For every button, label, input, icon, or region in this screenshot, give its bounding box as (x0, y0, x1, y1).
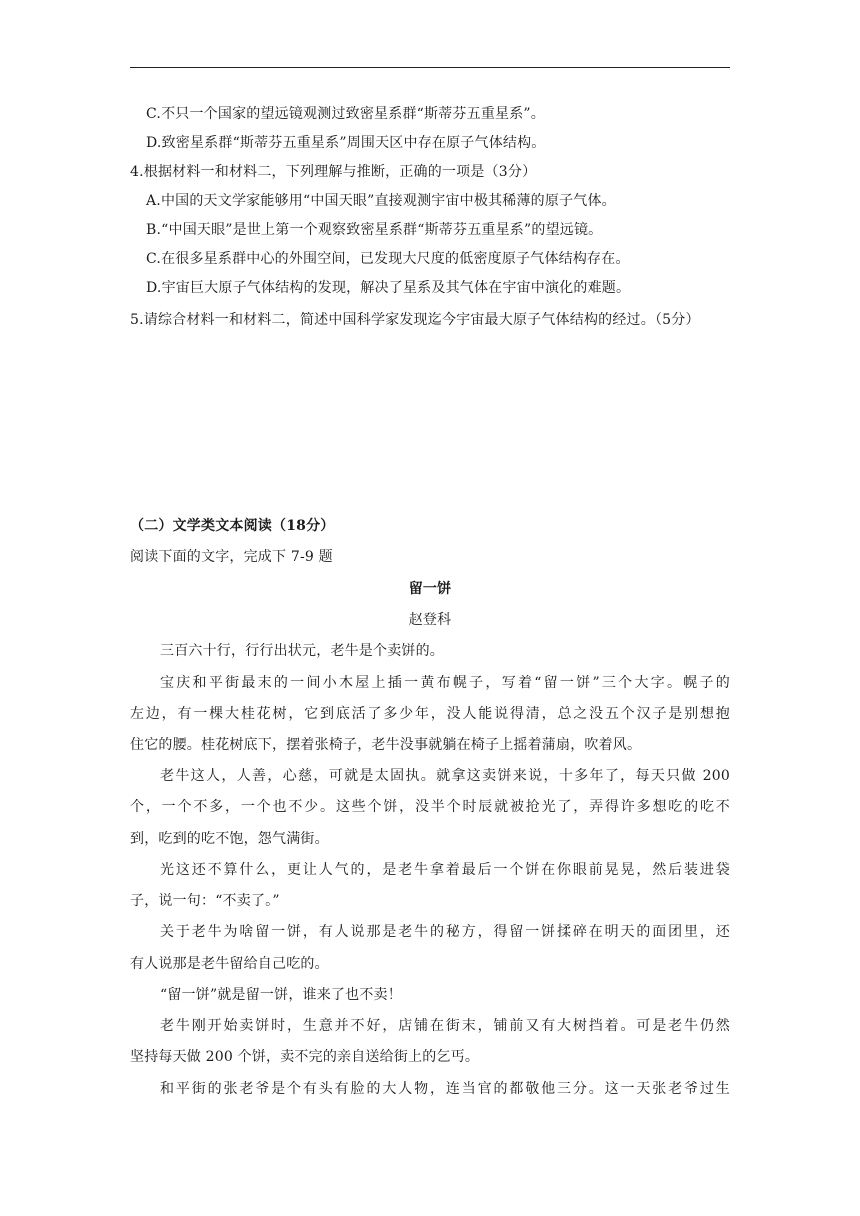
story-line: 光这还不算什么，更让人气的，是老牛拿着最后一个饼在你眼前晃晃，然后装进袋 (160, 862, 730, 878)
story-line: 有人说那是老牛留给自己吃的。 (130, 956, 329, 972)
section-heading: （二）文学类文本阅读（18分） (130, 518, 335, 534)
q4-stem: 4.根据材料一和材料二，下列理解与推断，正确的一项是（3分） (130, 164, 537, 180)
q5-stem: 5.请综合材料一和材料二，简述中国科学家发现迄今宇宙最大原子气体结构的经过。（5分） (130, 312, 700, 328)
story-line: 住它的腰。桂花树底下，摆着张椅子，老牛没事就躺在椅子上摇着蒲扇，吹着风。 (130, 737, 642, 753)
story-line: 到，吃到的吃不饱，怨气满街。 (130, 831, 329, 847)
q4-option-d: D.宇宙巨大原子气体结构的发现，解决了星系及其气体在宇宙中演化的难题。 (146, 280, 631, 296)
section-instruction: 阅读下面的文字，完成下 7-9 题 (130, 549, 333, 565)
story-line: 子，说一句：“不卖了。” (130, 893, 280, 909)
story-line: 个，一个不多，一个也不少。这些个饼，没半个时辰就被抢光了，弄得许多想吃的吃不 (130, 799, 730, 815)
story-line: “留一饼”就是留一饼，谁来了也不卖！ (160, 987, 402, 1003)
story-line: 关于老牛为啥留一饼，有人说那是老牛的秘方，得留一饼揉碎在明天的面团里，还 (160, 924, 730, 940)
q4-option-b: B.“中国天眼”是世上第一个观察致密星系群“斯蒂芬五重星系”的望远镜。 (146, 222, 603, 238)
story-line: 老牛这人，人善，心慈，可就是太固执。就拿这卖饼来说，十多年了，每天只做 200 (160, 768, 730, 784)
story-line: 宝庆和平街最末的一间小木屋上插一黄布幌子，写着“留一饼”三个大字。幌子的 (160, 675, 730, 691)
q3-option-c: C.不只一个国家的望远镜观测过致密星系群“斯蒂芬五重星系”。 (146, 106, 545, 122)
story-line: 三百六十行，行行出状元，老牛是个卖饼的。 (160, 643, 444, 659)
story-line: 左边，有一棵大桂花树，它到底活了多少年，没人能说得清，总之没五个汉子是别想抱 (130, 706, 730, 722)
q4-option-a: A.中国的天文学家能够用“中国天眼”直接观测宇宙中极其稀薄的原子气体。 (146, 193, 616, 209)
header-rule (130, 67, 730, 68)
story-title: 留一饼 (408, 581, 452, 597)
story-line: 老牛刚开始卖饼时，生意并不好，店铺在街末，铺前又有大树挡着。可是老牛仍然 (160, 1018, 730, 1034)
story-author: 赵登科 (408, 612, 452, 628)
q3-option-d: D.致密星系群“斯蒂芬五重星系”周围天区中存在原子气体结构。 (146, 135, 546, 151)
story-line: 和平街的张老爷是个有头有脸的大人物，连当官的都敬他三分。这一天张老爷过生 (160, 1081, 730, 1097)
story-line: 坚持每天做 200 个饼，卖不完的亲自送给街上的乞丐。 (130, 1049, 480, 1065)
q4-option-c: C.在很多星系群中心的外围空间，已发现大尺度的低密度原子气体结构存在。 (146, 251, 630, 267)
